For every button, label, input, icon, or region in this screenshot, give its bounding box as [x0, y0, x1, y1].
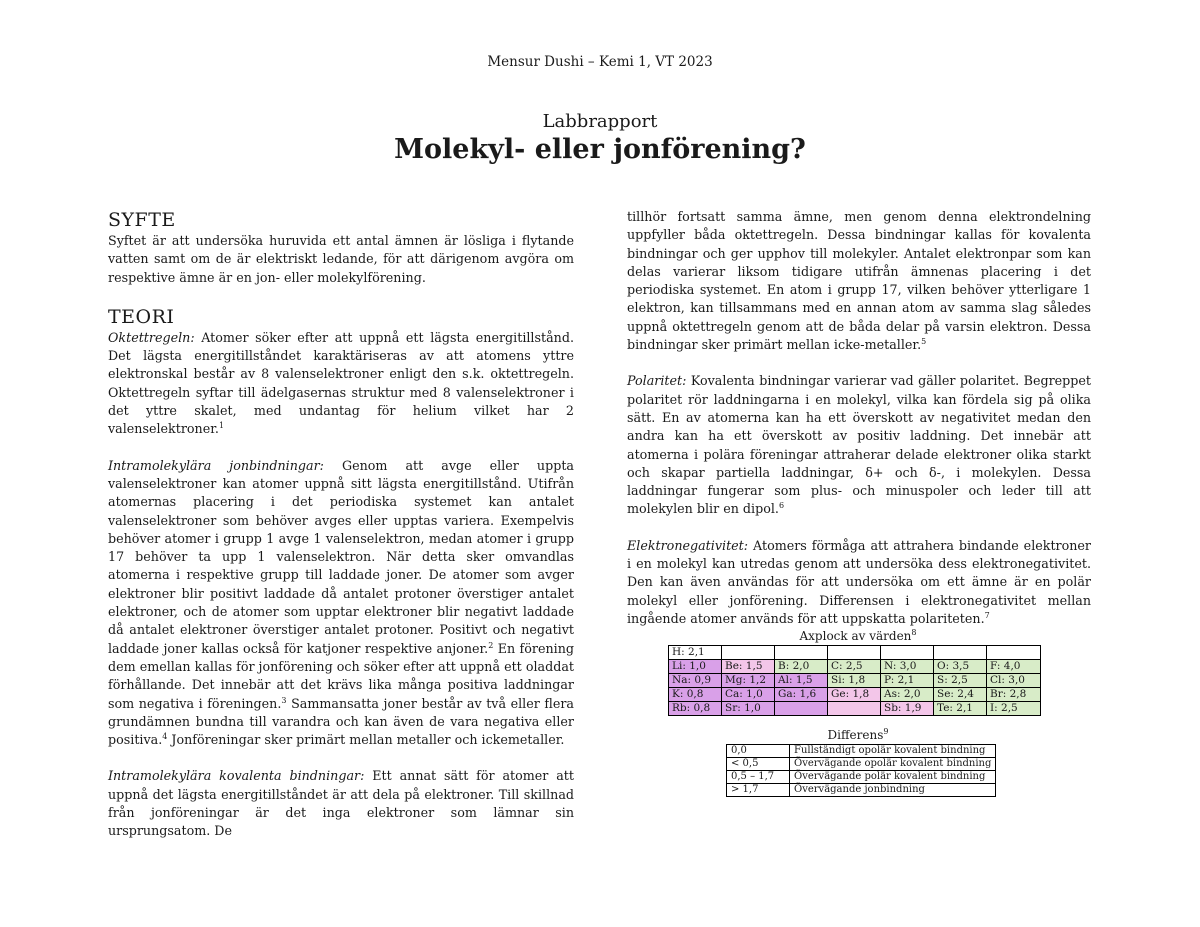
table-row — [727, 771, 996, 784]
oktettregeln-label: Oktettregeln: — [108, 329, 195, 345]
table-cell: N: 3,0 — [881, 660, 934, 674]
table-cell — [828, 702, 881, 716]
kovalenta-paragraph: Intramolekylära kovalenta bindningar: Ett annat sätt för atomer att uppnå det lägsta energitillståndet är att dela på elektroner. Till skillnad från jonföreningar är det inga elektroner som lämnar sin ursprungsatom. De — [108, 768, 574, 839]
table-cell: < 0,5 — [727, 758, 790, 771]
table-cell: 0,0 — [727, 745, 790, 758]
syfte-heading: SYFTE — [108, 209, 176, 231]
table-cell: Sr: 1,0 — [722, 702, 775, 716]
elektronegativitet-label: Elektronegativitet: — [627, 537, 749, 553]
table-cell: Fullständigt opolär kovalent bindning — [790, 745, 996, 758]
table-cell: Se: 2,4 — [934, 688, 987, 702]
table-cell: Te: 2,1 — [934, 702, 987, 716]
table-cell: Be: 1,5 — [722, 660, 775, 674]
table-cell — [987, 646, 1041, 660]
table-cell: Na: 0,9 — [669, 674, 722, 688]
page-header: Mensur Dushi – Kemi 1, VT 2023 — [487, 54, 713, 70]
elektronegativitet-paragraph: Elektronegativitet: Atomers förmåga att attrahera bindande elektroner i en molekyl kan utredas genom att undersöka dess elektronegativitet. Den kan även användas för att undersöka om ett ämne är en polär molekyl eller jonförening. Differensen i elektronegativitet mellan ingående atomer används för att uppskatta polariteten.$^7$ — [627, 537, 1091, 626]
footnote-ref: 6 — [778, 501, 785, 511]
table-row — [727, 745, 996, 758]
table-cell — [775, 646, 828, 660]
table-cell: Al: 1,5 — [775, 674, 828, 688]
table-cell: P: 2,1 — [881, 674, 934, 688]
oktettregeln-paragraph: Oktettregeln: Atomer söker efter att uppnå ett lägsta energitillstånd. Det lägsta energitillståndet karaktäriseras av att atomens yttre elektronskal består av 8 valenselektroner enligt den s.k. oktettregeln. Oktettregeln syftar till ädelgasernas struktur med 8 valenselektroner i det yttre skalet, med undantag för helium vilket har 2 valenselektroner.$^1$ — [108, 329, 574, 437]
table-cell: Rb: 0,8 — [669, 702, 722, 716]
polaritet-paragraph: Polaritet: Kovalenta bindningar varierar vad gäller polaritet. Begreppet polaritet rör laddningarna i en molekyl, vilka kan fördela sig på olika sätt. En av atomerna kan ha ett överskott av negativitet medan den andra kan ha ett överskott av positiv laddning. Det innebär att atomerna i polära föreningar attraherar delade elektroner olika starkt och skapar partiella laddningar, δ+ och δ-, i molekylen. Dessa laddningar fungerar som plus- och minuspoler och leder till att molekylen blir en dipol.$^6$ — [627, 373, 1091, 517]
kovalenta-label: Intramolekylära kovalenta bindningar: — [108, 768, 365, 784]
syfte-text: Syftet är att undersöka huruvida ett antal ämnen är lösliga i flytande vatten samt om de är elektriskt ledande, för att därigenom avgöra om respektive ämne är en jon- eller molekylförening. — [108, 233, 574, 285]
table-row — [669, 660, 1041, 674]
table-cell: B: 2,0 — [775, 660, 828, 674]
teori-heading: TEORI — [108, 305, 175, 328]
footnote-ref: 2 — [488, 640, 494, 650]
table-cell — [934, 646, 987, 660]
right-column — [627, 208, 1091, 628]
table-row — [669, 702, 1041, 716]
table-cell — [775, 702, 828, 716]
table-cell: H: 2,1 — [669, 646, 722, 660]
footnote-ref: 7 — [984, 610, 990, 620]
table-cell — [828, 646, 881, 660]
table-cell: As: 2,0 — [881, 688, 934, 702]
table-cell: K: 0,8 — [669, 688, 722, 702]
table-cell: Ga: 1,6 — [775, 688, 828, 702]
jonbindningar-paragraph: Intramolekylära jonbindningar: Genom att avge eller uppta valenselektroner kan atomer uppnå sitt lägsta energitillstånd. Utifrån atomernas placering i det periodiska systemet kan antalet valenselektroner som behöver avges eller upptas variera. Exempelvis behöver atomer i grupp 1 avge 1 valenselektron, medan atomer i grupp 17 behöver ta upp 1 valenselektron. När detta sker omvandlas atomerna i respektive grupp till laddade joner. De atomer som avger elektroner blir positivt laddade då antalet protoner överstiger antalet elektroner, och de atomer som upptar elektroner blir negativt laddade då antalet elektroner överstiger antalet protoner. Positivt och negativt laddade joner kallas också för katjoner respektive anjoner.$^2$ En förening dem emellan kallas för jonförening och söker efter att uppnå ett oladdat förhållande. Det innebär att det krävs lika många positiva laddningar som negativa i föreningen.$^3$ Sammansatta joner består av två eller flera grundämnen bundna till varandra och kan även de vara negativa eller positiva.$^4$ Jonföreningar sker primärt mellan metaller och ickemetaller. — [108, 457, 575, 748]
table-cell: Li: 1,0 — [669, 660, 722, 674]
left-column — [108, 208, 574, 841]
table-cell: I: 2,5 — [987, 702, 1041, 716]
table-cell: Br: 2,8 — [987, 688, 1041, 702]
table-row — [727, 758, 996, 771]
differens-caption: Differens$^9$ — [827, 727, 889, 742]
table-cell: Mg: 1,2 — [722, 674, 775, 688]
table-row — [727, 784, 996, 797]
jonbindningar-label: Intramolekylära jonbindningar: — [108, 457, 324, 473]
table-cell: Övervägande polär kovalent bindning — [790, 771, 996, 784]
table-cell: O: 3,5 — [934, 660, 987, 674]
electronegativity-table — [668, 645, 1041, 716]
table-cell: Sb: 1,9 — [881, 702, 934, 716]
table-cell — [881, 646, 934, 660]
differens-table — [726, 744, 996, 797]
table-cell: Övervägande jonbindning — [790, 784, 996, 797]
axplock-caption: Axplock av värden$^8$ — [799, 628, 917, 643]
table-cell: Si: 1,8 — [828, 674, 881, 688]
table-row — [669, 688, 1041, 702]
document-type: Labbrapport — [542, 111, 658, 132]
table-cell: 0,5 – 1,7 — [727, 771, 790, 784]
table-cell: Cl: 3,0 — [987, 674, 1041, 688]
table-cell: C: 2,5 — [828, 660, 881, 674]
table-cell: > 1,7 — [727, 784, 790, 797]
table-cell: F: 4,0 — [987, 660, 1041, 674]
table-cell: S: 2,5 — [934, 674, 987, 688]
footnote-ref: 1 — [218, 421, 225, 431]
table-cell — [722, 646, 775, 660]
table-row — [669, 646, 1041, 660]
footnote-ref: 4 — [162, 731, 168, 741]
kovalenta-paragraph-cont: tillhör fortsatt samma ämne, men genom denna elektrondelning uppfyller båda oktettregeln. Dessa bindningar kallas för kovalenta bindningar och ger upphov till molekyler. Antalet elektronpar som kan delas varierar liksom tidigare utifrån ämnenas placering i det periodiska systemet. En atom i grupp 17, vilken behöver ytterligare 1 elektron, kan tillsammans med en annan atom av samma slag således uppnå oktettregeln genom att de båda delar på varsin elektron. Dessa bindningar sker primärt mellan icke-metaller.$^5$ — [627, 209, 1091, 353]
table-row — [669, 674, 1041, 688]
polaritet-label: Polaritet: — [627, 373, 687, 389]
table-cell: Övervägande opolär kovalent bindning — [790, 758, 996, 771]
table-cell: Ca: 1,0 — [722, 688, 775, 702]
table-cell: Ge: 1,8 — [828, 688, 881, 702]
footnote-ref: 3 — [281, 695, 287, 705]
page-title: Molekyl- eller jonförening? — [394, 134, 806, 165]
footnote-ref: 5 — [921, 336, 927, 346]
